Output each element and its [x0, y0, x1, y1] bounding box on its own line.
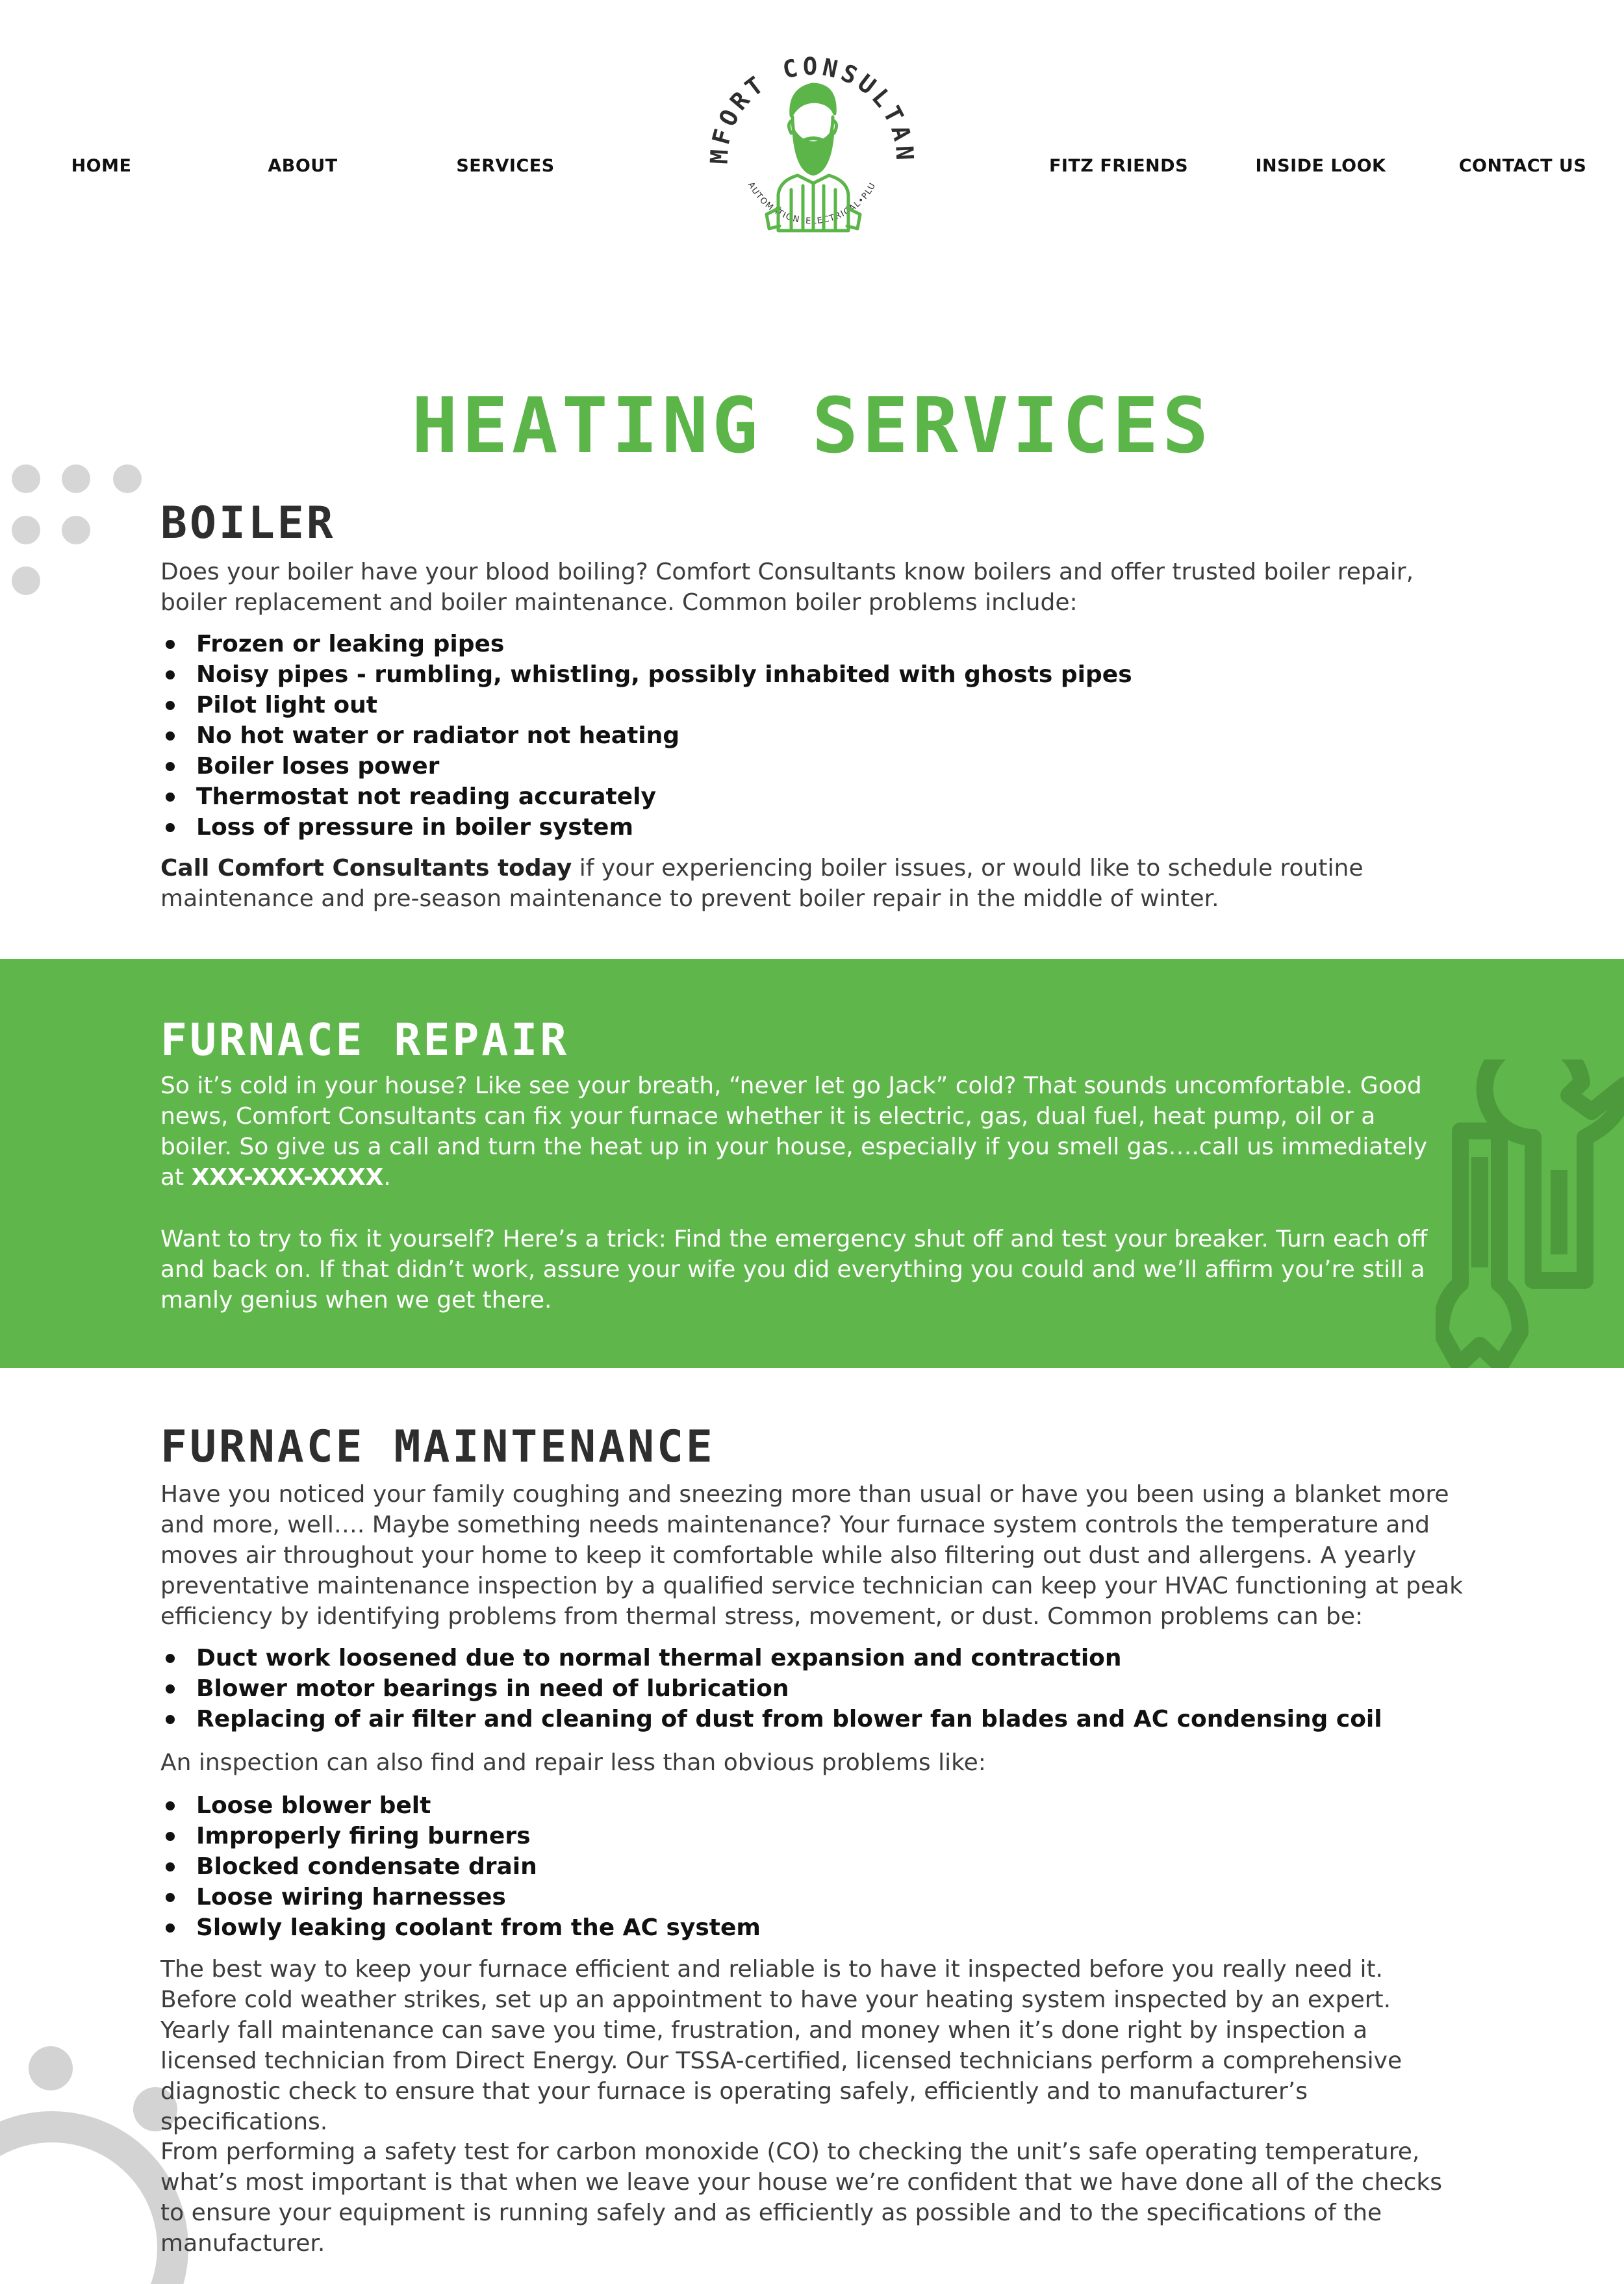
- furnace-maintenance-intro: Have you noticed your family coughing and sneezing more than usual or have you been using a blanket more and more, well…. Maybe something needs maintenance? Your furnace system controls the temperature and moves air throughout your home to keep it comfortable while also filtering out dust and allergens. A yearly preventative maintenance inspection by a qualified service technician can keep your HVAC functioning at peak efficiency by identifying problems from thermal stress, movement, or dust. Common problems can be:: [160, 1481, 1464, 1630]
- safety-paragraph: From performing a safety test for carbon monoxide (CO) to checking the unit’s safe operating temperature, what’s most important is that when we leave your house we’re confident that we have done all of the checks to ensure your equipment is running safely and as efficiently as possible and to the specifications of the manufacturer.: [160, 2138, 1443, 2257]
- list-item: Replacing of air filter and cleaning of dust from blower fan blades and AC condensing coil: [160, 1704, 1382, 1734]
- list-item: Frozen or leaking pipes: [160, 629, 1132, 659]
- decorative-dot: [62, 516, 90, 544]
- boiler-intro: Does your boiler have your blood boiling? Comfort Consultants know boilers and offer trusted boiler repair, boiler replacement and boiler maintenance. Common boiler problems include:: [160, 559, 1414, 616]
- logo-name: MFORT CONSULTAN: [705, 52, 919, 165]
- logo-graphic: [682, 19, 942, 279]
- common-problems-list: [160, 1643, 1382, 1734]
- list-item: No hot water or radiator not heating: [160, 720, 1132, 751]
- list-item: Blocked condensate drain: [160, 1851, 761, 1882]
- list-item: Improperly firing burners: [160, 1821, 761, 1851]
- decorative-dot: [62, 464, 90, 493]
- furnace-repair-heading: FURNACE REPAIR: [160, 1015, 570, 1066]
- boiler-cta-bold: Call Comfort Consultants today: [160, 855, 572, 882]
- mascot-icon: [767, 84, 860, 231]
- boiler-call-to-action: [160, 853, 1479, 914]
- furnace-repair-paragraph: [160, 1071, 1453, 1193]
- list-item: Thermostat not reading accurately: [160, 781, 1132, 812]
- list-item: Loose wiring harnesses: [160, 1882, 761, 1912]
- furnace-repair-section: [0, 959, 1624, 1368]
- decorative-dot: [12, 516, 40, 544]
- page-title: HEATING SERVICES: [411, 381, 1213, 470]
- nav-services[interactable]: SERVICES: [456, 156, 555, 176]
- nav-home[interactable]: HOME: [71, 156, 132, 176]
- decorative-dot: [29, 2046, 73, 2090]
- furnace-repair-tip: Want to try to fix it yourself? Here’s a trick: Find the emergency shut off and test your breaker. Turn each off and back on. If that didn’t work, assure your wife you did everything you could and we’ll affirm you’re still a manly genius when we get there.: [160, 1226, 1428, 1313]
- boiler-heading: BOILER: [160, 498, 336, 549]
- nav-about[interactable]: ABOUT: [268, 156, 338, 176]
- decorative-dot: [12, 566, 40, 595]
- best-way-paragraph: The best way to keep your furnace efficient and reliable is to have it inspected before you really need it. Before cold weather strikes, set up an appointment to have your heating system inspected by an expert. Yearly fall maintenance can save you time, frustration, and money when it’s done right by inspection a licensed technician from Direct Energy. Our TSSA-certified, licensed technicians perform a comprehensive diagnostic check to ensure that your furnace is operating safely, efficiently and to manufacturer’s specifications.: [160, 1956, 1402, 2135]
- hidden-problems-list: [160, 1790, 761, 1943]
- decorative-dot: [113, 464, 142, 493]
- furnace-maintenance-heading: FURNACE MAINTENANCE: [160, 1421, 715, 1473]
- nav-contact-us[interactable]: CONTACT US: [1458, 156, 1587, 176]
- boiler-problem-list: [160, 629, 1132, 843]
- nav-fitz-friends[interactable]: FITZ FRIENDS: [1048, 156, 1189, 176]
- inspection-intro: An inspection can also find and repair less than obvious problems like:: [160, 1749, 986, 1776]
- wrench-icon: [1436, 1060, 1624, 1368]
- list-item: Duct work loosened due to normal thermal expansion and contraction: [160, 1643, 1382, 1673]
- furnace-repair-text: So it’s cold in your house? Like see your breath, “never let go Jack” cold? That sounds uncomfortable. Good news, Comfort Consultants can fix your furnace whether it is electric, gas, dual fuel, heat pump, oil or a boiler. So give us a call and turn the heat up in your house, especially if you smell gas….call us immediately at: [160, 1072, 1427, 1191]
- list-item: Pilot light out: [160, 690, 1132, 720]
- decorative-dot: [12, 464, 40, 493]
- site-logo[interactable]: [682, 19, 942, 279]
- phone-number[interactable]: XXX-XXX-XXXX: [191, 1164, 384, 1191]
- furnace-repair-text-end: .: [383, 1164, 391, 1191]
- list-item: Blower motor bearings in need of lubrication: [160, 1673, 1382, 1704]
- list-item: Slowly leaking coolant from the AC system: [160, 1912, 761, 1943]
- list-item: Noisy pipes - rumbling, whistling, possibly inhabited with ghosts pipes: [160, 659, 1132, 690]
- logo-tagline: AUTOMATION•ELECTRICAL•PLU: [745, 180, 878, 227]
- nav-inside-look[interactable]: INSIDE LOOK: [1255, 156, 1386, 176]
- list-item: Boiler loses power: [160, 751, 1132, 781]
- list-item: Loss of pressure in boiler system: [160, 812, 1132, 843]
- boiler-cta-text: if your experiencing boiler issues, or would like to schedule routine maintenance and pre-season maintenance to prevent boiler repair in the middle of winter.: [160, 855, 1364, 912]
- list-item: Loose blower belt: [160, 1790, 761, 1821]
